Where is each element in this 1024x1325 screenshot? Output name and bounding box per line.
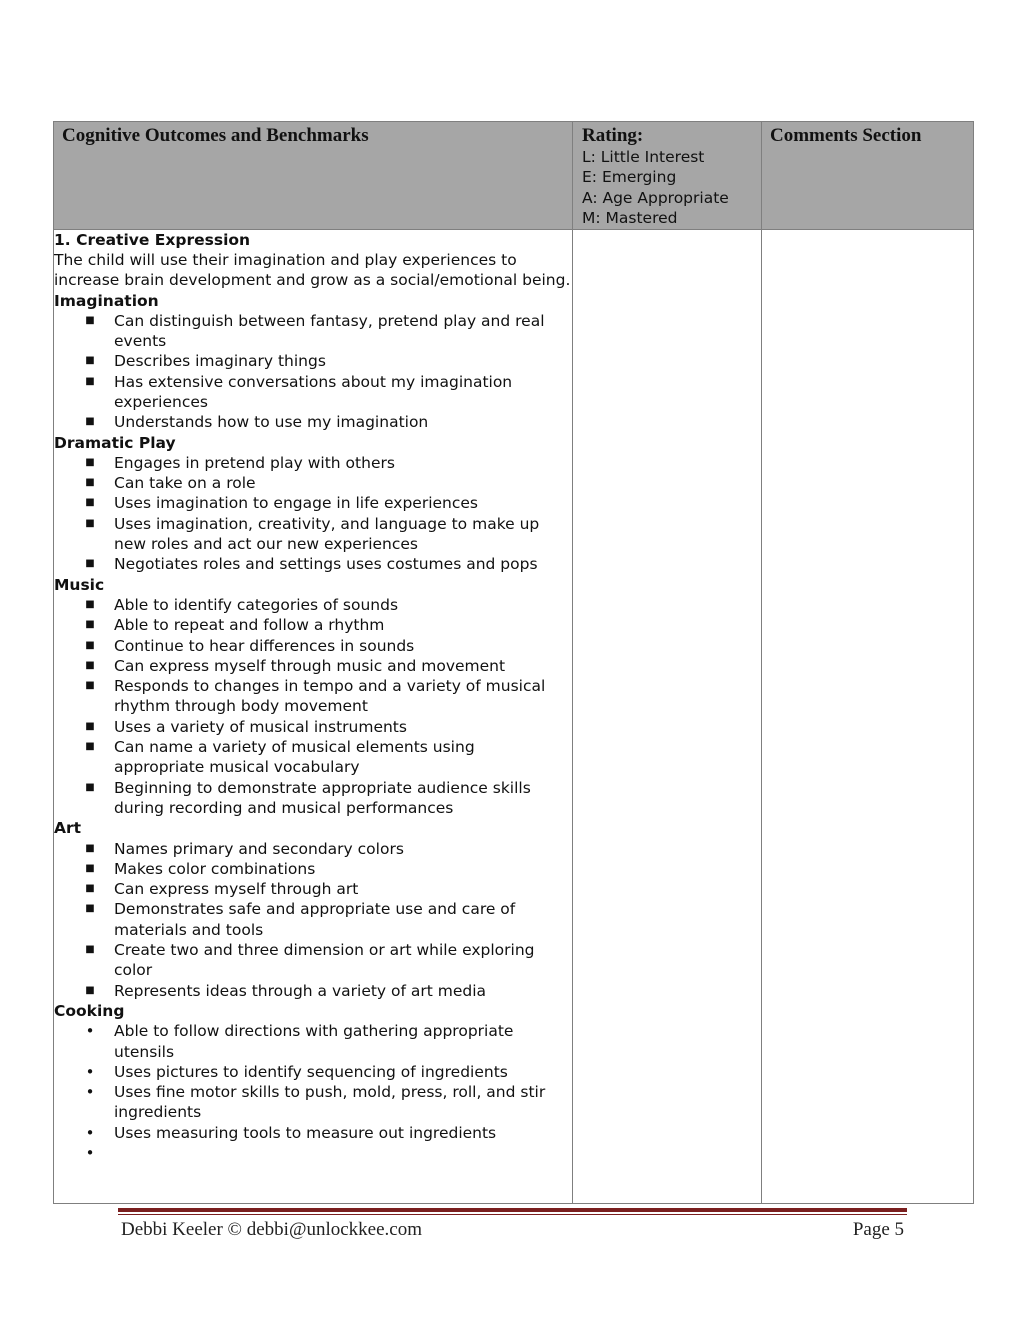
list-item-text: Uses measuring tools to measure out ingredients (114, 1123, 497, 1142)
list-item (54, 717, 572, 737)
list-item-text: Can express myself through music and movement (114, 656, 506, 675)
section-title: 1. Creative Expression (54, 230, 251, 249)
list-item (54, 311, 572, 352)
list-item (54, 879, 572, 899)
round-bullet-icon: • (85, 1143, 95, 1162)
round-bullet-icon: • (85, 1022, 95, 1041)
footer-author: Debbi Keeler © debbi@unlockkee.com (121, 1219, 422, 1240)
list-item (54, 351, 572, 371)
square-bullet-icon: ■ (85, 497, 95, 509)
list-item (54, 981, 572, 1001)
list-item-text: Has extensive conversations about my imagination experiences (114, 372, 513, 411)
list-item (54, 940, 572, 981)
rating-cell[interactable] (573, 229, 762, 1203)
table-header-row (54, 122, 974, 230)
header-rating-cell (573, 122, 762, 230)
list-item-text: Uses fine motor skills to push, mold, press, roll, and stir ingredients (114, 1083, 546, 1122)
list-item-text: Can take on a role (114, 474, 256, 493)
footer-rule (118, 1208, 907, 1212)
comments-cell[interactable] (762, 229, 974, 1203)
square-bullet-icon: ■ (85, 842, 95, 854)
list-item-text: Can express myself through art (114, 880, 359, 899)
outcomes-cell (54, 229, 573, 1203)
square-bullet-icon: ■ (85, 720, 95, 732)
footer-page-number: Page 5 (852, 1219, 904, 1240)
list-item (54, 1062, 572, 1082)
list-item (54, 412, 572, 432)
header-comments-cell (762, 122, 974, 230)
list-item-text: Able to follow directions with gathering appropriate utensils (114, 1022, 514, 1061)
list-item (54, 636, 572, 656)
square-bullet-icon: ■ (85, 781, 95, 793)
square-bullet-icon: ■ (85, 375, 95, 387)
header-rating-title: Rating: (582, 125, 644, 146)
list-item (54, 1082, 572, 1123)
cooking-list (54, 1021, 572, 1163)
square-bullet-icon: ■ (85, 517, 95, 529)
list-item (54, 595, 572, 615)
rating-scale-item: A: Age Appropriate (582, 188, 729, 207)
square-bullet-icon: ■ (85, 598, 95, 610)
list-item-text: Uses a variety of musical instruments (114, 717, 407, 736)
list-item (54, 554, 572, 574)
list-item (54, 839, 572, 859)
header-comments-title: Comments Section (770, 125, 922, 146)
group-heading-art: Art (54, 819, 82, 838)
list-item (54, 737, 572, 778)
square-bullet-icon: ■ (85, 456, 95, 468)
section-row (54, 229, 974, 1203)
dramatic-play-list (54, 453, 572, 575)
list-item (54, 1143, 572, 1163)
square-bullet-icon: ■ (85, 903, 95, 915)
list-item-text: Makes color combinations (114, 859, 316, 878)
group-heading-dramatic-play: Dramatic Play (54, 433, 176, 452)
square-bullet-icon: ■ (85, 862, 95, 874)
group-heading-cooking: Cooking (54, 1001, 125, 1020)
square-bullet-icon: ■ (85, 741, 95, 753)
round-bullet-icon: • (85, 1062, 95, 1081)
list-item (54, 859, 572, 879)
header-outcomes-cell (54, 122, 573, 230)
list-item-text: Demonstrates safe and appropriate use and care of materials and tools (114, 900, 516, 939)
list-item (54, 1021, 572, 1062)
list-item-text: Responds to changes in tempo and a variety of musical rhythm through body movement (114, 677, 546, 716)
rating-scale-item: M: Mastered (582, 209, 678, 228)
square-bullet-icon: ■ (85, 477, 95, 489)
list-item-text: Names primary and secondary colors (114, 839, 404, 858)
rating-scale-item: L: Little Interest (582, 148, 705, 166)
list-item (54, 778, 572, 819)
square-bullet-icon: ■ (85, 639, 95, 651)
list-item (54, 899, 572, 940)
square-bullet-icon: ■ (85, 416, 95, 428)
list-item-text: Able to repeat and follow a rhythm (114, 616, 385, 635)
square-bullet-icon: ■ (85, 619, 95, 631)
list-item (54, 493, 572, 513)
header-outcomes-title: Cognitive Outcomes and Benchmarks (62, 125, 369, 146)
square-bullet-icon: ■ (85, 659, 95, 671)
art-list (54, 839, 572, 1001)
rating-scale-item: E: Emerging (582, 168, 677, 187)
square-bullet-icon: ■ (85, 558, 95, 570)
round-bullet-icon: • (85, 1123, 95, 1142)
list-item (54, 473, 572, 493)
square-bullet-icon: ■ (85, 355, 95, 367)
square-bullet-icon: ■ (85, 883, 95, 895)
list-item-text: Engages in pretend play with others (114, 453, 395, 472)
imagination-list (54, 311, 572, 433)
rating-scale (582, 147, 761, 229)
list-item-text: Able to identify categories of sounds (114, 595, 399, 614)
list-item-text: Negotiates roles and settings uses costumes and pops (114, 555, 538, 574)
list-item-text: Uses pictures to identify sequencing of ingredients (114, 1062, 508, 1081)
square-bullet-icon: ■ (85, 314, 95, 326)
list-item-text: Understands how to use my imagination (114, 413, 429, 432)
round-bullet-icon: • (85, 1083, 95, 1102)
list-item (54, 453, 572, 473)
list-item (54, 676, 572, 717)
footer-rule-thin (118, 1214, 907, 1215)
list-item-text: Uses imagination to engage in life experiences (114, 494, 479, 513)
list-item (54, 656, 572, 676)
section-intro: The child will use their imagination and play experiences to increase brain development and grow as a social/emotional being. (54, 250, 571, 290)
list-item (54, 615, 572, 635)
group-heading-imagination: Imagination (54, 291, 159, 310)
square-bullet-icon: ■ (85, 984, 95, 996)
list-item-text: Uses imagination, creativity, and language to make up new roles and act our new experiences (114, 514, 540, 554)
list-item (54, 372, 572, 413)
group-heading-music: Music (54, 575, 105, 594)
list-item-text: Describes imaginary things (114, 352, 326, 371)
list-item-text: Create two and three dimension or art while exploring color (114, 941, 535, 980)
list-item (54, 514, 572, 555)
list-item-text: Represents ideas through a variety of art media (114, 981, 487, 1000)
square-bullet-icon: ■ (85, 680, 95, 692)
list-item (54, 1123, 572, 1143)
list-item-text: Beginning to demonstrate appropriate audience skills during recording and musical performances (114, 778, 531, 817)
list-item-text: Can distinguish between fantasy, pretend play and real events (114, 311, 545, 351)
square-bullet-icon: ■ (85, 944, 95, 956)
music-list (54, 595, 572, 818)
list-item-text: Can name a variety of musical elements using appropriate musical vocabulary (114, 738, 475, 777)
benchmarks-table (53, 121, 974, 1204)
list-item-text: Continue to hear differences in sounds (114, 636, 415, 655)
